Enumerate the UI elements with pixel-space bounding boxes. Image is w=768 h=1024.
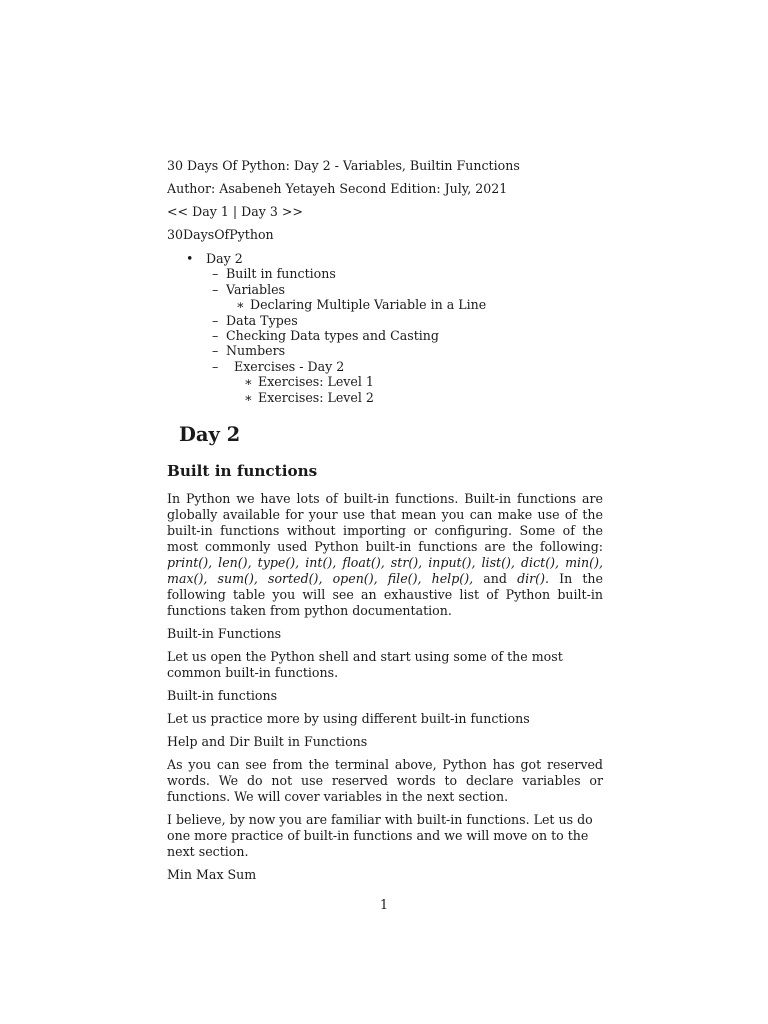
dash-mark: – [212, 343, 219, 359]
toc-item-label: Exercises: Level 1 [258, 374, 374, 390]
toc-item-label: Exercises - Day 2 [234, 358, 345, 374]
toc-item-label: Declaring Multiple Variable in a Line [250, 297, 487, 313]
toc-item-label: Variables [226, 281, 286, 297]
dash-mark: – [212, 312, 219, 328]
figure-caption-builtin-functions-2: Built-in functions [167, 688, 278, 704]
day-navigation: << Day 1 | Day 3 >> [167, 204, 303, 219]
toc-item-label: Day 2 [206, 251, 243, 266]
toc-sublist [206, 266, 603, 405]
paragraph-believe: I believe, by now you are familiar with built-in functions. Let us do one more practice of built-in functions and we will move on to the next section. [167, 812, 593, 860]
function-dir: dir(). [517, 571, 550, 587]
toc-item-built-in-functions [206, 266, 603, 281]
subsection-heading-built-in-functions: Built in functions [167, 462, 318, 481]
toc-item-label: Built in functions [226, 266, 336, 282]
toc-item-day-2 [167, 251, 603, 405]
intro-text-end: In the following table you will see an exhaustive list of Python built-in functions taken from python documentation. [167, 571, 603, 619]
bullet-mark: • [186, 251, 194, 266]
toc-item-data-types [206, 313, 603, 328]
dash-mark: – [212, 328, 219, 344]
toc-item-label: Data Types [226, 312, 298, 328]
toc-item-declaring-multiple [226, 297, 603, 312]
toc-item-exercises-level-2 [234, 390, 603, 405]
intro-text-start: In Python we have lots of built-in functions. Built-in functions are globally available for your use that mean you can make use of the built-in functions without importing or configuring. Some of the most commonly used Python built-in functions are the following: [167, 491, 603, 555]
tag-line: 30DaysOfPython [167, 227, 274, 242]
intro-and: and [473, 571, 518, 587]
document-page [167, 158, 603, 890]
toc-sublist [234, 374, 603, 405]
document-title-line: 30 Days Of Python: Day 2 - Variables, Builtin Functions [167, 158, 520, 173]
page-number: 1 [379, 897, 388, 912]
toc-item-checking-data-types [206, 328, 603, 343]
figure-caption-builtin-functions: Built-in Functions [167, 626, 282, 642]
dash-mark: – [212, 281, 219, 297]
intro-paragraph [167, 491, 603, 619]
function-list: print(), len(), type(), int(), float(), str(), input(), list(), dict(), min(), max(), sum(), sorted(), open(), file(), help(), [167, 555, 603, 587]
toc-item-label: Checking Data types and Casting [226, 328, 439, 344]
star-mark: ∗ [244, 374, 253, 390]
paragraph-practice: Let us practice more by using different built-in functions [167, 711, 530, 727]
toc-item-label: Numbers [226, 343, 286, 359]
dash-mark: – [212, 266, 219, 282]
toc-item-numbers [206, 343, 603, 358]
author-line: Author: Asabeneh Yetayeh Second Edition: July, 2021 [167, 181, 508, 196]
toc-sublist [226, 297, 603, 312]
dash-mark: – [212, 358, 219, 374]
toc-item-variables [206, 282, 603, 313]
toc-item-exercises-day-2 [206, 359, 603, 405]
star-mark: ∗ [244, 389, 253, 405]
figure-caption-min-max-sum: Min Max Sum [167, 867, 257, 883]
toc-item-label: Exercises: Level 2 [258, 389, 374, 405]
table-of-contents [167, 251, 603, 405]
paragraph-open-shell: Let us open the Python shell and start using some of the most common built-in functions. [167, 649, 563, 681]
toc-item-exercises-level-1 [234, 374, 603, 389]
star-mark: ∗ [236, 297, 245, 313]
paragraph-reserved-words: As you can see from the terminal above, Python has got reserved words. We do not use reserved words to declare variables or functions. We will cover variables in the next section. [167, 757, 603, 805]
section-heading-day-2: Day 2 [179, 423, 241, 447]
figure-caption-help-dir: Help and Dir Built in Functions [167, 734, 368, 750]
